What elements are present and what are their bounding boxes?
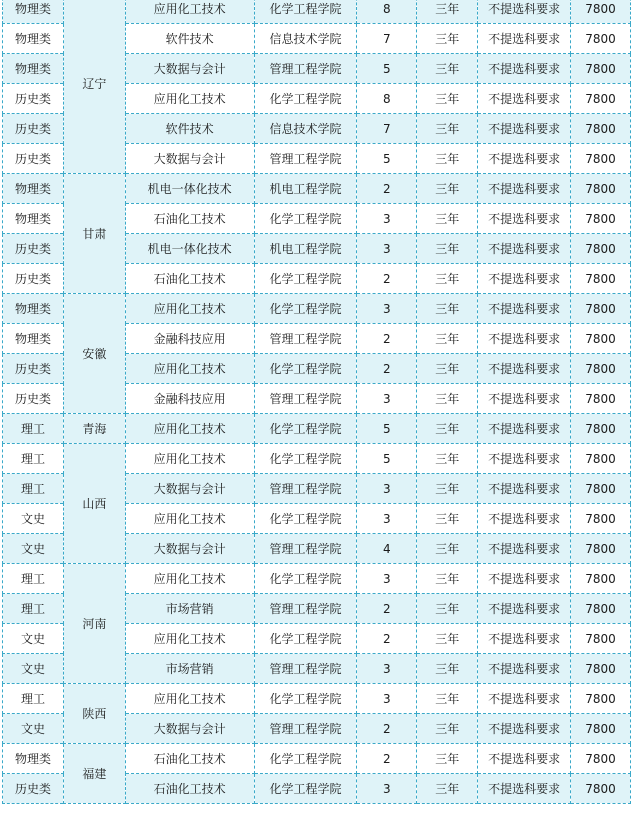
duration-cell: 三年 <box>417 84 478 114</box>
subject-category-cell: 理工 <box>3 564 64 594</box>
subject-category-cell: 历史类 <box>3 774 64 804</box>
subject-requirement-cell: 不提选科要求 <box>478 324 571 354</box>
quota-cell: 3 <box>357 474 417 504</box>
subject-requirement-cell: 不提选科要求 <box>478 114 571 144</box>
tuition-cell: 7800 <box>571 414 631 444</box>
college-cell: 管理工程学院 <box>254 474 357 504</box>
tuition-cell: 7800 <box>571 474 631 504</box>
major-cell: 应用化工技术 <box>125 684 254 714</box>
quota-cell: 5 <box>357 444 417 474</box>
duration-cell: 三年 <box>417 54 478 84</box>
college-cell: 管理工程学院 <box>254 594 357 624</box>
subject-requirement-cell: 不提选科要求 <box>478 684 571 714</box>
subject-category-cell: 物理类 <box>3 294 64 324</box>
duration-cell: 三年 <box>417 414 478 444</box>
province-cell: 辽宁 <box>63 0 125 174</box>
duration-cell: 三年 <box>417 744 478 774</box>
table-row <box>3 444 631 474</box>
major-cell: 石油化工技术 <box>125 744 254 774</box>
subject-category-cell: 物理类 <box>3 24 64 54</box>
subject-requirement-cell: 不提选科要求 <box>478 234 571 264</box>
tuition-cell: 7800 <box>571 204 631 234</box>
table-row <box>3 0 631 24</box>
major-cell: 机电一体化技术 <box>125 234 254 264</box>
major-cell: 应用化工技术 <box>125 444 254 474</box>
major-cell: 软件技术 <box>125 24 254 54</box>
tuition-cell: 7800 <box>571 624 631 654</box>
subject-category-cell: 文史 <box>3 534 64 564</box>
college-cell: 管理工程学院 <box>254 534 357 564</box>
duration-cell: 三年 <box>417 774 478 804</box>
college-cell: 化学工程学院 <box>254 294 357 324</box>
duration-cell: 三年 <box>417 204 478 234</box>
quota-cell: 2 <box>357 324 417 354</box>
subject-requirement-cell: 不提选科要求 <box>478 714 571 744</box>
tuition-cell: 7800 <box>571 84 631 114</box>
subject-requirement-cell: 不提选科要求 <box>478 354 571 384</box>
subject-requirement-cell: 不提选科要求 <box>478 24 571 54</box>
college-cell: 管理工程学院 <box>254 54 357 84</box>
major-cell: 市场营销 <box>125 654 254 684</box>
subject-category-cell: 理工 <box>3 594 64 624</box>
tuition-cell: 7800 <box>571 0 631 24</box>
tuition-cell: 7800 <box>571 444 631 474</box>
quota-cell: 3 <box>357 294 417 324</box>
quota-cell: 7 <box>357 24 417 54</box>
subject-category-cell: 理工 <box>3 474 64 504</box>
quota-cell: 8 <box>357 84 417 114</box>
tuition-cell: 7800 <box>571 54 631 84</box>
college-cell: 化学工程学院 <box>254 204 357 234</box>
subject-category-cell: 历史类 <box>3 384 64 414</box>
college-cell: 信息技术学院 <box>254 24 357 54</box>
college-cell: 化学工程学院 <box>254 774 357 804</box>
duration-cell: 三年 <box>417 624 478 654</box>
tuition-cell: 7800 <box>571 24 631 54</box>
subject-category-cell: 物理类 <box>3 174 64 204</box>
quota-cell: 2 <box>357 744 417 774</box>
subject-category-cell: 物理类 <box>3 744 64 774</box>
college-cell: 化学工程学院 <box>254 84 357 114</box>
major-cell: 机电一体化技术 <box>125 174 254 204</box>
college-cell: 化学工程学院 <box>254 744 357 774</box>
duration-cell: 三年 <box>417 564 478 594</box>
province-cell: 陕西 <box>63 684 125 744</box>
college-cell: 化学工程学院 <box>254 444 357 474</box>
major-cell: 大数据与会计 <box>125 534 254 564</box>
subject-requirement-cell: 不提选科要求 <box>478 384 571 414</box>
college-cell: 化学工程学院 <box>254 624 357 654</box>
quota-cell: 5 <box>357 414 417 444</box>
quota-cell: 3 <box>357 504 417 534</box>
duration-cell: 三年 <box>417 0 478 24</box>
tuition-cell: 7800 <box>571 504 631 534</box>
duration-cell: 三年 <box>417 144 478 174</box>
subject-requirement-cell: 不提选科要求 <box>478 264 571 294</box>
major-cell: 应用化工技术 <box>125 624 254 654</box>
subject-category-cell: 历史类 <box>3 114 64 144</box>
quota-cell: 3 <box>357 384 417 414</box>
subject-requirement-cell: 不提选科要求 <box>478 204 571 234</box>
subject-requirement-cell: 不提选科要求 <box>478 474 571 504</box>
quota-cell: 5 <box>357 144 417 174</box>
major-cell: 金融科技应用 <box>125 324 254 354</box>
quota-cell: 5 <box>357 54 417 84</box>
province-cell: 福建 <box>63 744 125 804</box>
subject-requirement-cell: 不提选科要求 <box>478 54 571 84</box>
subject-category-cell: 理工 <box>3 444 64 474</box>
major-cell: 大数据与会计 <box>125 144 254 174</box>
subject-category-cell: 历史类 <box>3 234 64 264</box>
subject-requirement-cell: 不提选科要求 <box>478 174 571 204</box>
major-cell: 石油化工技术 <box>125 264 254 294</box>
quota-cell: 3 <box>357 654 417 684</box>
province-cell: 甘肃 <box>63 174 125 294</box>
tuition-cell: 7800 <box>571 744 631 774</box>
subject-requirement-cell: 不提选科要求 <box>478 414 571 444</box>
subject-requirement-cell: 不提选科要求 <box>478 444 571 474</box>
duration-cell: 三年 <box>417 294 478 324</box>
tuition-cell: 7800 <box>571 144 631 174</box>
college-cell: 管理工程学院 <box>254 144 357 174</box>
quota-cell: 3 <box>357 774 417 804</box>
subject-category-cell: 理工 <box>3 414 64 444</box>
province-cell: 河南 <box>63 564 125 684</box>
tuition-cell: 7800 <box>571 234 631 264</box>
subject-category-cell: 历史类 <box>3 84 64 114</box>
major-cell: 应用化工技术 <box>125 414 254 444</box>
subject-category-cell: 文史 <box>3 504 64 534</box>
table-row <box>3 684 631 714</box>
subject-requirement-cell: 不提选科要求 <box>478 0 571 24</box>
quota-cell: 4 <box>357 534 417 564</box>
quota-cell: 2 <box>357 624 417 654</box>
quota-cell: 7 <box>357 114 417 144</box>
quota-cell: 2 <box>357 594 417 624</box>
tuition-cell: 7800 <box>571 714 631 744</box>
tuition-cell: 7800 <box>571 594 631 624</box>
province-cell: 安徽 <box>63 294 125 414</box>
province-cell: 青海 <box>63 414 125 444</box>
college-cell: 化学工程学院 <box>254 504 357 534</box>
major-cell: 大数据与会计 <box>125 474 254 504</box>
college-cell: 化学工程学院 <box>254 564 357 594</box>
quota-cell: 3 <box>357 684 417 714</box>
subject-category-cell: 历史类 <box>3 144 64 174</box>
major-cell: 软件技术 <box>125 114 254 144</box>
subject-category-cell: 历史类 <box>3 354 64 384</box>
major-cell: 应用化工技术 <box>125 564 254 594</box>
subject-requirement-cell: 不提选科要求 <box>478 744 571 774</box>
major-cell: 应用化工技术 <box>125 504 254 534</box>
subject-category-cell: 文史 <box>3 714 64 744</box>
duration-cell: 三年 <box>417 444 478 474</box>
duration-cell: 三年 <box>417 114 478 144</box>
duration-cell: 三年 <box>417 24 478 54</box>
subject-category-cell: 文史 <box>3 654 64 684</box>
major-cell: 石油化工技术 <box>125 774 254 804</box>
quota-cell: 3 <box>357 564 417 594</box>
college-cell: 管理工程学院 <box>254 654 357 684</box>
college-cell: 机电工程学院 <box>254 174 357 204</box>
subject-requirement-cell: 不提选科要求 <box>478 534 571 564</box>
college-cell: 化学工程学院 <box>254 684 357 714</box>
subject-requirement-cell: 不提选科要求 <box>478 624 571 654</box>
duration-cell: 三年 <box>417 714 478 744</box>
college-cell: 管理工程学院 <box>254 714 357 744</box>
major-cell: 石油化工技术 <box>125 204 254 234</box>
major-cell: 应用化工技术 <box>125 354 254 384</box>
college-cell: 化学工程学院 <box>254 0 357 24</box>
table-row <box>3 294 631 324</box>
college-cell: 信息技术学院 <box>254 114 357 144</box>
major-cell: 市场营销 <box>125 594 254 624</box>
college-cell: 化学工程学院 <box>254 414 357 444</box>
duration-cell: 三年 <box>417 654 478 684</box>
enrollment-plan-table <box>2 0 631 804</box>
major-cell: 应用化工技术 <box>125 0 254 24</box>
duration-cell: 三年 <box>417 384 478 414</box>
major-cell: 大数据与会计 <box>125 54 254 84</box>
quota-cell: 2 <box>357 354 417 384</box>
quota-cell: 3 <box>357 204 417 234</box>
tuition-cell: 7800 <box>571 654 631 684</box>
duration-cell: 三年 <box>417 174 478 204</box>
tuition-cell: 7800 <box>571 534 631 564</box>
tuition-cell: 7800 <box>571 354 631 384</box>
table-body <box>3 0 631 804</box>
tuition-cell: 7800 <box>571 564 631 594</box>
tuition-cell: 7800 <box>571 774 631 804</box>
duration-cell: 三年 <box>417 594 478 624</box>
quota-cell: 2 <box>357 264 417 294</box>
major-cell: 应用化工技术 <box>125 294 254 324</box>
duration-cell: 三年 <box>417 264 478 294</box>
subject-requirement-cell: 不提选科要求 <box>478 84 571 114</box>
college-cell: 机电工程学院 <box>254 234 357 264</box>
table-row <box>3 744 631 774</box>
major-cell: 大数据与会计 <box>125 714 254 744</box>
tuition-cell: 7800 <box>571 174 631 204</box>
table-row <box>3 564 631 594</box>
college-cell: 管理工程学院 <box>254 384 357 414</box>
tuition-cell: 7800 <box>571 264 631 294</box>
duration-cell: 三年 <box>417 234 478 264</box>
subject-category-cell: 理工 <box>3 684 64 714</box>
subject-requirement-cell: 不提选科要求 <box>478 774 571 804</box>
subject-requirement-cell: 不提选科要求 <box>478 594 571 624</box>
quota-cell: 3 <box>357 234 417 264</box>
subject-requirement-cell: 不提选科要求 <box>478 654 571 684</box>
major-cell: 金融科技应用 <box>125 384 254 414</box>
subject-category-cell: 物理类 <box>3 54 64 84</box>
college-cell: 管理工程学院 <box>254 324 357 354</box>
duration-cell: 三年 <box>417 354 478 384</box>
table-row <box>3 174 631 204</box>
subject-requirement-cell: 不提选科要求 <box>478 504 571 534</box>
subject-category-cell: 历史类 <box>3 264 64 294</box>
subject-category-cell: 物理类 <box>3 204 64 234</box>
province-cell: 山西 <box>63 444 125 564</box>
duration-cell: 三年 <box>417 324 478 354</box>
quota-cell: 2 <box>357 714 417 744</box>
duration-cell: 三年 <box>417 504 478 534</box>
major-cell: 应用化工技术 <box>125 84 254 114</box>
college-cell: 化学工程学院 <box>254 354 357 384</box>
tuition-cell: 7800 <box>571 384 631 414</box>
subject-category-cell: 文史 <box>3 624 64 654</box>
tuition-cell: 7800 <box>571 114 631 144</box>
duration-cell: 三年 <box>417 534 478 564</box>
tuition-cell: 7800 <box>571 324 631 354</box>
quota-cell: 8 <box>357 0 417 24</box>
subject-requirement-cell: 不提选科要求 <box>478 564 571 594</box>
subject-category-cell: 物理类 <box>3 324 64 354</box>
quota-cell: 2 <box>357 174 417 204</box>
college-cell: 化学工程学院 <box>254 264 357 294</box>
subject-requirement-cell: 不提选科要求 <box>478 294 571 324</box>
tuition-cell: 7800 <box>571 294 631 324</box>
subject-category-cell: 物理类 <box>3 0 64 24</box>
duration-cell: 三年 <box>417 684 478 714</box>
table-row <box>3 414 631 444</box>
duration-cell: 三年 <box>417 474 478 504</box>
subject-requirement-cell: 不提选科要求 <box>478 144 571 174</box>
tuition-cell: 7800 <box>571 684 631 714</box>
